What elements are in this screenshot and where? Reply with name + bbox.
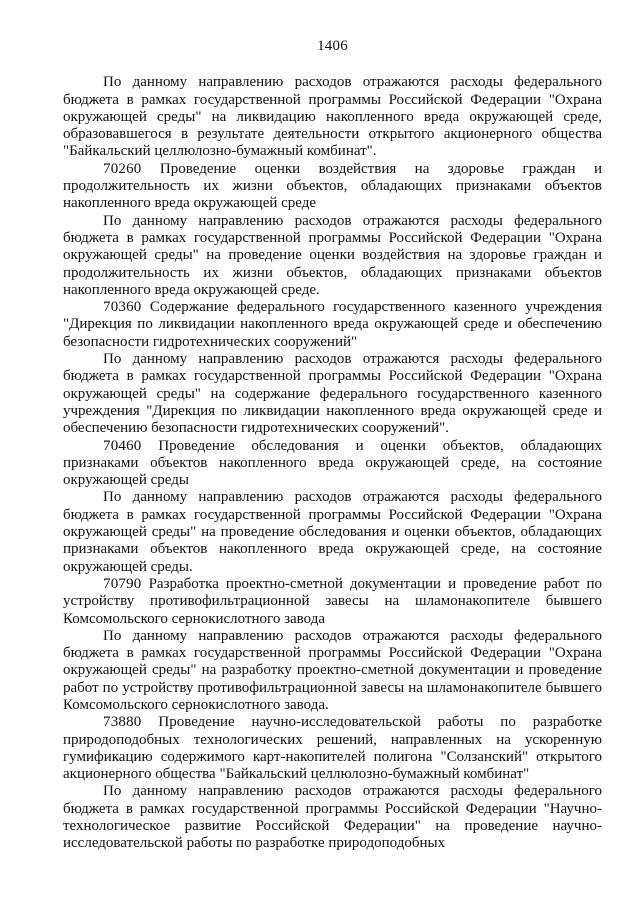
paragraph-3 (63, 299, 602, 351)
paragraph-2 (63, 213, 602, 299)
paragraph-1 (63, 161, 602, 213)
paragraph-5 (63, 438, 602, 490)
expense-title: Проведение обследования и оценки объектов, обладающих признаками объектов накопленного вреда окружающей среде, на состояние окружающей среды (63, 437, 602, 489)
paragraph-7 (63, 576, 602, 628)
expense-code: 70790 (103, 575, 142, 592)
paragraph-text: По данному направлению расходов отражаются расходы федерального бюджета в рамках государственной программы Российской Федерации "Охрана окружающей среды" на разработку проектно-сметной документации и проведение работ по устройству противофильтрационной завесы на шламонакопителе бывшего Комсомольского сернокислотного завода. (63, 627, 602, 713)
expense-title: Проведение оценки воздействия на здоровье граждан и продолжительность их жизни объектов, обладающих признаками объектов накопленного вреда окружающей среде (63, 160, 602, 212)
expense-title: Проведение научно-исследовательской работы по разработке природоподобных технологических решений, направленных на ускоренную гумификацию содержимого карт-накопителей полигона "Солзанский" открытого акционерного общества "Байкальский целлюлозно-бумажный комбинат" (63, 714, 602, 783)
expense-code: 73880 (103, 714, 142, 731)
expense-code: 70460 (103, 437, 142, 454)
paragraph-10 (63, 783, 602, 852)
expense-title: Разработка проектно-сметной документации и проведение работ по устройству противофильтрационной завесы на шламонакопителе бывшего Комсомольского сернокислотного завода (63, 575, 603, 627)
paragraph-text: По данному направлению расходов отражаются расходы федерального бюджета в рамках государственной программы Российской Федерации "Охрана окружающей среды" на содержание федерального государственного казенного учреждения "Дирекция по ликвидации накопленного вреда окружающей среде и обеспечению безопасности гидротехнических сооружений". (63, 351, 602, 437)
paragraph-text: По данному направлению расходов отражаются расходы федерального бюджета в рамках государственной программы Российской Федерации "Научно-технологическое развитие Российской Федерации" на проведение научно-исследовательской работы по разработке природоподобных (63, 783, 602, 852)
paragraph-0 (63, 74, 602, 160)
paragraph-text: По данному направлению расходов отражаются расходы федерального бюджета в рамках государственной программы Российской Федерации "Охрана окружающей среды" на проведение оценки воздействия на здоровье граждан и продолжительность их жизни объектов, обладающих признаками объектов накопленного вреда окружающей среде. (63, 212, 602, 298)
paragraph-6 (63, 489, 602, 575)
expense-title: Содержание федерального государственного казенного учреждения "Дирекция по ликвидации накопленного вреда окружающей среде и обеспечению безопасности гидротехнических сооружений" (63, 299, 603, 350)
paragraph-8 (63, 628, 602, 714)
paragraph-9 (63, 714, 602, 783)
page-number: 1406 (317, 38, 348, 54)
paragraph-text: По данному направлению расходов отражаются расходы федерального бюджета в рамках государственной программы Российской Федерации "Охрана окружающей среды" на проведение обследования и оценки объектов, обладающих признаками объектов накопленного вреда окружающей среде, на состояние окружающей среды. (63, 489, 602, 575)
expense-code: 70260 (103, 160, 142, 177)
paragraph-text: По данному направлению расходов отражаются расходы федерального бюджета в рамках государственной программы Российской Федерации "Охрана окружающей среды" на ликвидацию накопленного вреда окружающей среде, образовавшегося в результате деятельности открытого акционерного общества "Байкальский целлюлозно-бумажный комбинат". (63, 74, 602, 160)
expense-code: 70360 (103, 299, 142, 316)
paragraph-4 (63, 351, 602, 437)
